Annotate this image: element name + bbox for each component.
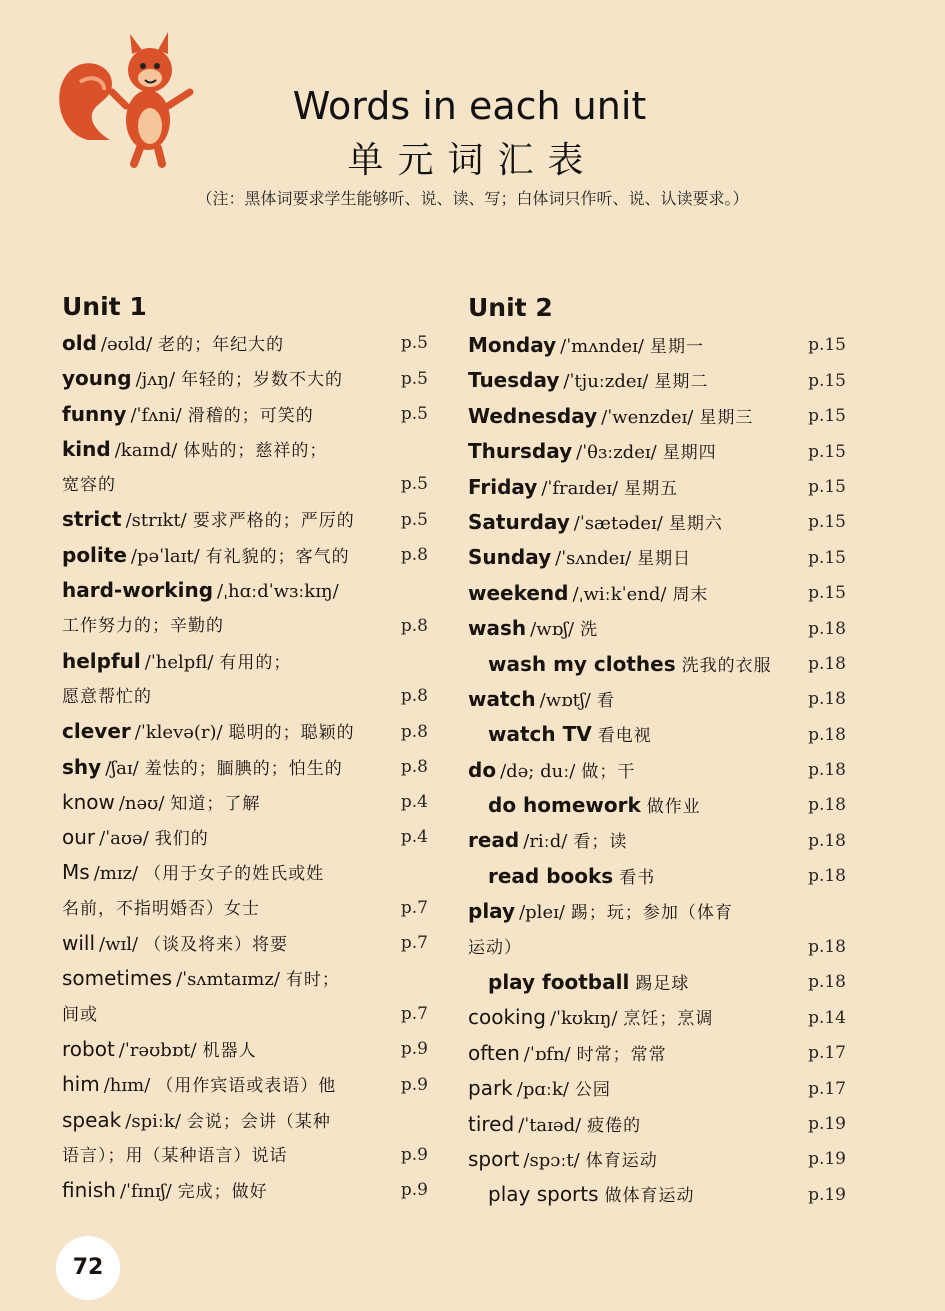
- vocab-word: do homework: [488, 793, 641, 818]
- vocab-word: weekend: [468, 580, 569, 605]
- vocab-page-ref: p.15: [808, 547, 846, 568]
- vocab-word: know: [62, 789, 115, 814]
- vocab-meaning: 星期六: [668, 513, 723, 534]
- vocab-phonetic: /ˈaʊə/: [99, 828, 149, 850]
- vocab-word: Monday: [468, 333, 557, 357]
- vocab-page-ref: p.18: [808, 866, 846, 887]
- vocab-meaning: 踢足球: [635, 974, 690, 995]
- vocab-word: Sunday: [468, 545, 552, 570]
- vocab-page-ref: p.18: [808, 795, 846, 816]
- vocab-page-ref: p.5: [400, 509, 428, 530]
- vocab-entry: [62, 1032, 434, 1067]
- vocab-meaning: 踢；玩；参加（体育: [570, 903, 733, 924]
- vocab-entry: [468, 470, 868, 505]
- vocab-meaning: 有礼貌的；客气的: [205, 546, 350, 567]
- vocab-entry: [62, 326, 434, 361]
- vocab-word: tired: [468, 1111, 515, 1136]
- vocab-page-ref: p.19: [808, 1149, 846, 1170]
- vocab-entry: [468, 576, 868, 611]
- vocab-page-ref: p.14: [808, 1007, 846, 1028]
- vocab-entry: [468, 1071, 868, 1106]
- vocab-meaning: 星期三: [699, 407, 754, 428]
- vocab-entry: [468, 1000, 868, 1035]
- vocab-word: speak: [62, 1107, 122, 1132]
- vocab-meaning: （谈及将来）将要: [144, 935, 289, 956]
- vocab-entry: [468, 647, 868, 682]
- vocab-phonetic: /pleɪ/: [519, 902, 565, 924]
- vocab-phonetic: /ˌhɑːdˈwɜːkɪŋ/: [217, 581, 339, 603]
- vocab-entry: [468, 823, 868, 858]
- vocab-page-ref: p.15: [808, 441, 846, 462]
- vocab-entry: [62, 432, 434, 503]
- vocab-entry: [62, 502, 434, 537]
- vocab-meaning: 星期日: [637, 549, 692, 570]
- vocab-page-ref: p.5: [400, 403, 428, 424]
- vocab-line: [62, 855, 434, 890]
- vocab-word: polite: [62, 542, 127, 567]
- unit-title: Unit 1: [62, 292, 147, 321]
- vocab-line: [62, 432, 434, 467]
- vocab-entry: [62, 1173, 434, 1208]
- vocab-meaning: 烹饪；烹调: [623, 1009, 714, 1030]
- vocab-meaning: 有用的；: [219, 652, 292, 673]
- vocab-line: [62, 326, 434, 361]
- vocab-word: funny: [62, 401, 127, 426]
- vocab-entry: [62, 855, 434, 926]
- vocab-line: [62, 820, 434, 855]
- vocab-phonetic: /əʊld/: [100, 334, 153, 355]
- vocab-page-ref: p.8: [400, 686, 428, 707]
- vocab-meaning: 有时；: [285, 970, 340, 991]
- vocab-entry: [468, 1177, 868, 1212]
- vocab-page-ref: p.18: [808, 724, 846, 745]
- vocab-phonetic: /jʌŋ/: [135, 369, 176, 391]
- vocab-line: [62, 538, 434, 573]
- vocab-word: him: [62, 1072, 100, 1097]
- vocab-word: play: [468, 899, 516, 924]
- vocab-phonetic: /spɔːt/: [523, 1149, 580, 1171]
- vocab-page-ref: p.5: [400, 368, 428, 389]
- vocab-entry: [62, 361, 434, 396]
- vocab-line: [62, 961, 434, 996]
- vocab-word: wash my clothes: [488, 651, 676, 676]
- vocab-meaning: 周末: [672, 584, 709, 605]
- vocab-phonetic: /hɪm/: [103, 1075, 151, 1097]
- page-note: （注：黑体词要求学生能够听、说、读、写；白体词只作听、说、认读要求。）: [196, 189, 749, 208]
- vocab-line: [62, 714, 434, 749]
- vocab-phonetic: /ˌwiːkˈend/: [572, 583, 667, 605]
- vocab-entry: [468, 1107, 868, 1142]
- vocab-meaning: 看: [596, 690, 615, 711]
- vocab-phonetic: /spiːk/: [125, 1110, 181, 1132]
- vocab-phonetic: /ˈsʌmtaɪmz/: [176, 969, 280, 991]
- vocab-phonetic: /ˈfʌni/: [130, 404, 182, 426]
- vocab-page-ref: p.7: [400, 933, 428, 954]
- vocab-word: hard-working: [62, 578, 214, 603]
- unit-1-column: [62, 288, 434, 1208]
- vocab-meaning: 老的；年纪大的: [158, 335, 285, 355]
- vocab-phonetic: /wɒʃ/: [530, 619, 575, 641]
- vocab-page-ref: p.4: [400, 792, 428, 813]
- vocab-meaning: 时常；常常: [576, 1044, 667, 1065]
- vocab-meaning: 洗: [580, 620, 599, 641]
- vocab-word: sport: [468, 1146, 520, 1171]
- vocab-page-ref: p.9: [400, 1180, 428, 1201]
- vocab-page-ref: p.15: [808, 583, 846, 604]
- vocab-meaning-continued: 运动）: [468, 937, 522, 958]
- vocab-page-ref: p.7: [400, 898, 428, 919]
- vocab-meaning: 做体育运动: [604, 1186, 695, 1207]
- vocab-entry: [62, 714, 434, 749]
- vocab-page-ref: p.15: [808, 512, 846, 533]
- vocab-meaning: 体育运动: [585, 1150, 658, 1171]
- vocab-entry: [62, 820, 434, 855]
- vocab-word: old: [62, 331, 97, 355]
- vocab-meaning-continued: 愿意帮忙的: [62, 686, 152, 707]
- vocab-meaning: 羞怯的；腼腆的；怕生的: [144, 758, 343, 779]
- vocab-page-ref: p.8: [400, 721, 428, 742]
- vocab-page-ref: p.18: [808, 689, 846, 710]
- vocab-line: [62, 502, 434, 537]
- vocab-line: [62, 1173, 434, 1208]
- vocab-word: kind: [62, 436, 111, 461]
- vocab-page-ref: p.18: [808, 937, 846, 958]
- vocab-phonetic: /nəʊ/: [118, 792, 165, 814]
- vocab-word: watch: [468, 686, 536, 711]
- vocab-phonetic: /ʃaɪ/: [105, 757, 139, 779]
- vocab-line: [62, 785, 434, 820]
- vocab-word: robot: [62, 1036, 115, 1061]
- vocab-page-ref: p.19: [808, 1184, 846, 1205]
- vocab-word: watch TV: [488, 722, 592, 747]
- vocab-page-ref: p.15: [808, 335, 846, 356]
- vocab-phonetic: /ˈtjuːzdeɪ/: [563, 371, 649, 393]
- vocab-word: play football: [488, 970, 630, 995]
- vocab-phonetic: /ˈrəʊbɒt/: [118, 1039, 197, 1061]
- vocab-meaning: 星期一: [649, 337, 704, 357]
- vocab-word: Thursday: [468, 439, 573, 464]
- unit-title: Unit 2: [468, 293, 553, 322]
- vocab-phonetic: /ˈklevə(r)/: [134, 722, 223, 744]
- vocab-meaning-continued: 名前，不指明婚否）女士: [62, 898, 260, 919]
- vocab-meaning: 年轻的；岁数不大的: [181, 370, 344, 391]
- vocab-line: [62, 1103, 434, 1138]
- vocab-meaning: 滑稽的；可笑的: [187, 405, 314, 426]
- vocab-meaning: 聪明的；聪颖的: [228, 723, 355, 744]
- vocab-phonetic: /ˈfɪnɪʃ/: [119, 1181, 172, 1203]
- vocab-page-ref: p.18: [808, 760, 846, 781]
- vocab-entry: [468, 682, 868, 717]
- vocab-line-continued: [62, 1138, 434, 1173]
- vocab-meaning: （用于女子的姓氏或姓: [144, 864, 325, 885]
- vocab-meaning: 星期四: [662, 443, 717, 464]
- vocab-word: Ms: [62, 860, 90, 885]
- vocab-line: [62, 750, 434, 785]
- vocab-phonetic: /ˈtaɪəd/: [518, 1114, 582, 1136]
- vocab-page-ref: p.15: [808, 406, 846, 427]
- vocab-entry: [468, 717, 868, 752]
- vocab-meaning-continued: 宽容的: [62, 475, 116, 496]
- vocab-meaning: 疲倦的: [587, 1115, 642, 1136]
- vocab-entry: [62, 961, 434, 1032]
- vocab-line-continued: [62, 679, 434, 714]
- vocab-entry: [468, 788, 868, 823]
- vocab-entry: [468, 859, 868, 894]
- vocab-page-ref: p.15: [808, 370, 846, 391]
- vocab-entry: [62, 926, 434, 961]
- vocab-phonetic: /pɑːk/: [516, 1079, 569, 1101]
- vocab-meaning: 做；干: [581, 761, 636, 782]
- vocab-line-continued: [62, 997, 434, 1032]
- vocab-word: do: [468, 757, 497, 782]
- vocab-word: park: [468, 1076, 513, 1101]
- unit-2-column: [468, 288, 868, 1213]
- vocab-page-ref: p.18: [808, 653, 846, 674]
- page-title-chinese: 单元词汇表: [347, 140, 598, 181]
- vocab-entry: [468, 328, 868, 363]
- vocab-meaning: 看书: [619, 867, 656, 888]
- vocab-phonetic: /ˈmʌndeɪ/: [560, 336, 644, 357]
- vocab-meaning: 公园: [574, 1080, 611, 1101]
- vocab-meaning-continued: 语言）；用（某种语言）说话: [62, 1145, 288, 1166]
- vocab-page-ref: p.9: [400, 1039, 428, 1060]
- vocab-phonetic: /kaɪnd/: [114, 439, 178, 461]
- vocab-phonetic: /də; duː/: [500, 760, 576, 782]
- vocab-meaning: 会说；会讲（某种: [186, 1111, 331, 1132]
- vocab-page-ref: p.8: [400, 756, 428, 777]
- vocab-entry: [62, 750, 434, 785]
- vocab-entry: [468, 965, 868, 1000]
- vocab-phonetic: /wɒtʃ/: [539, 689, 591, 711]
- vocab-meaning: 完成；做好: [177, 1182, 268, 1203]
- vocab-word: shy: [62, 754, 102, 779]
- vocab-line: [62, 644, 434, 679]
- vocab-word: read books: [488, 863, 614, 888]
- vocab-page-ref: p.15: [808, 476, 846, 497]
- vocab-phonetic: /riːd/: [523, 831, 568, 853]
- vocab-page-ref: p.18: [808, 618, 846, 639]
- vocab-entry: [468, 894, 868, 965]
- vocab-word: young: [62, 366, 132, 391]
- vocab-meaning: 做作业: [646, 797, 701, 818]
- vocab-entry: [468, 611, 868, 646]
- vocab-line-continued: [62, 891, 434, 926]
- vocab-page-ref: p.4: [400, 827, 428, 848]
- vocab-word: cooking: [468, 1005, 546, 1030]
- vocab-line-continued: [62, 608, 434, 643]
- vocab-meaning-continued: 间或: [62, 1004, 98, 1025]
- vocab-page-ref: p.18: [808, 972, 846, 993]
- vocab-entry: [468, 505, 868, 540]
- vocab-meaning: （用作宾语或表语）他: [156, 1076, 337, 1097]
- vocab-meaning: 星期五: [624, 478, 679, 499]
- vocab-meaning: 我们的: [154, 829, 209, 850]
- vocab-word: Wednesday: [468, 403, 598, 428]
- vocab-phonetic: /ˈθɜːzdeɪ/: [576, 442, 657, 464]
- vocab-line: [62, 361, 434, 396]
- vocab-word: finish: [62, 1178, 116, 1203]
- vocab-page-ref: p.5: [400, 333, 428, 354]
- vocab-word: clever: [62, 719, 131, 744]
- vocab-word: our: [62, 825, 96, 850]
- vocab-line: [62, 1032, 434, 1067]
- page-number-badge: 72: [56, 1236, 120, 1300]
- vocab-entry: [62, 573, 434, 644]
- vocab-page-ref: p.18: [808, 830, 846, 851]
- vocab-word: sometimes: [62, 966, 173, 991]
- vocab-line: [62, 1067, 434, 1102]
- vocab-page-ref: p.19: [808, 1113, 846, 1134]
- vocab-phonetic: /ˈhelpfl/: [144, 651, 214, 673]
- vocab-phonetic: /ˈkʊkɪŋ/: [549, 1008, 618, 1030]
- vocab-phonetic: /mɪz/: [93, 863, 139, 885]
- vocab-page-ref: p.5: [400, 474, 428, 495]
- vocab-word: strict: [62, 507, 122, 532]
- vocab-word: helpful: [62, 648, 141, 673]
- vocab-line: [62, 397, 434, 432]
- vocab-word: Friday: [468, 474, 538, 499]
- vocab-line: [62, 926, 434, 961]
- vocab-word: play sports: [488, 1182, 599, 1207]
- vocab-line: [62, 573, 434, 608]
- vocab-word: will: [62, 931, 96, 956]
- vocab-entry: [62, 1067, 434, 1102]
- vocab-phonetic: /ˈɒfn/: [523, 1043, 571, 1065]
- vocab-entry: [62, 1103, 434, 1174]
- page-title-english: Words in each unit: [292, 84, 647, 128]
- vocab-word: wash: [468, 616, 527, 641]
- vocab-entry: [468, 1036, 868, 1071]
- vocab-phonetic: /wɪl/: [99, 934, 139, 956]
- vocab-entry: [468, 540, 868, 575]
- vocab-phonetic: /ˈwenzdeɪ/: [601, 406, 694, 428]
- vocab-phonetic: /strɪkt/: [125, 510, 187, 532]
- vocab-word: Tuesday: [468, 368, 560, 393]
- vocab-meaning: 知道；了解: [170, 793, 261, 814]
- vocab-line: [468, 894, 868, 929]
- vocab-meaning: 星期二: [654, 372, 709, 393]
- vocab-entry: [62, 785, 434, 820]
- vocab-page-ref: p.9: [400, 1145, 428, 1166]
- vocab-meaning: 体贴的；慈祥的；: [183, 440, 328, 461]
- vocab-page-ref: p.17: [808, 1078, 846, 1099]
- vocab-meaning: 洗我的衣服: [681, 655, 772, 676]
- vocab-page-ref: p.8: [400, 545, 428, 566]
- vocab-page-ref: p.17: [808, 1043, 846, 1064]
- vocab-meaning: 看电视: [597, 726, 652, 747]
- vocab-phonetic: /ˈfraɪdeɪ/: [541, 477, 619, 499]
- vocab-entry: [468, 363, 868, 398]
- vocab-meaning-continued: 工作努力的；辛勤的: [62, 616, 224, 637]
- vocab-entry: [468, 434, 868, 469]
- vocab-word: often: [468, 1040, 520, 1065]
- vocab-phonetic: /ˈsʌndeɪ/: [555, 548, 632, 570]
- vocab-entry: [62, 538, 434, 573]
- vocab-phonetic: /ˈsætədeɪ/: [573, 512, 663, 534]
- vocab-page-ref: p.9: [400, 1074, 428, 1095]
- vocab-meaning: 要求严格的；严厉的: [192, 511, 355, 532]
- vocab-page-ref: p.7: [400, 1003, 428, 1024]
- vocab-entry: [468, 753, 868, 788]
- vocab-line-continued: [62, 467, 434, 502]
- vocab-entry: [468, 399, 868, 434]
- vocab-entry: [62, 397, 434, 432]
- vocab-page-ref: p.8: [400, 615, 428, 636]
- vocab-meaning: 看；读: [573, 832, 628, 853]
- vocab-word: Saturday: [468, 509, 570, 534]
- vocab-phonetic: /pəˈlaɪt/: [130, 545, 200, 567]
- vocab-entry: [468, 1142, 868, 1177]
- vocab-entry: [62, 644, 434, 715]
- vocab-meaning: 机器人: [202, 1040, 257, 1061]
- vocab-word: read: [468, 828, 520, 853]
